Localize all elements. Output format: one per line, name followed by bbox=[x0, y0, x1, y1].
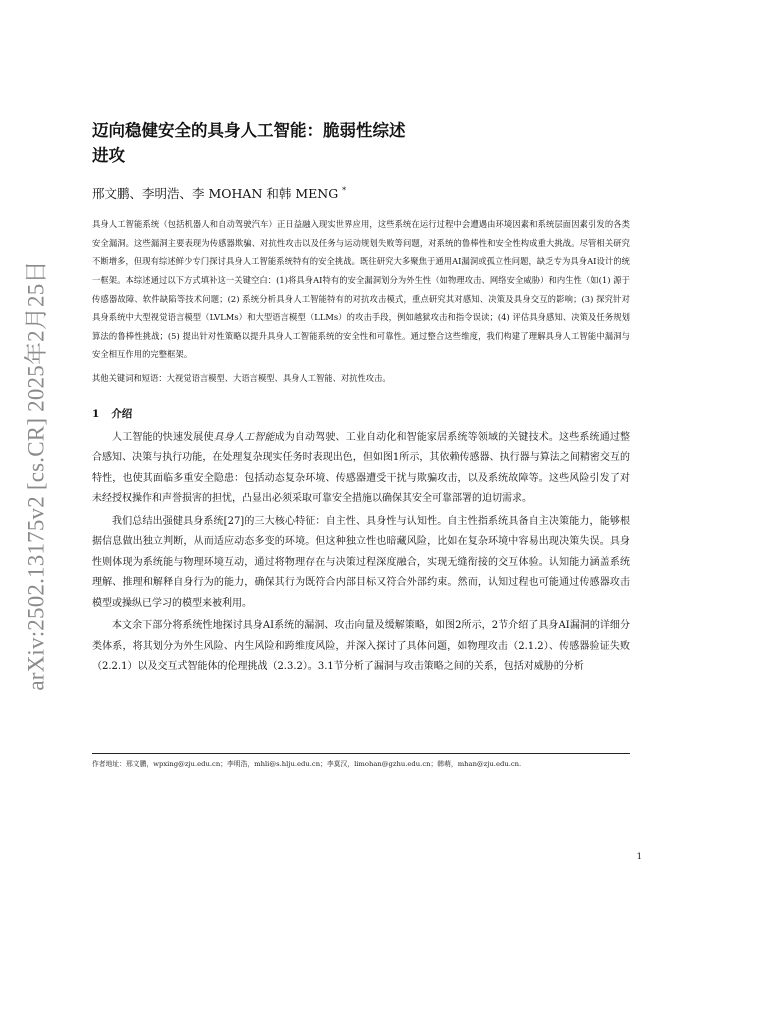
paragraph-1-emphasis: 具身人工智能 bbox=[213, 431, 275, 443]
author-footnote-mark: * bbox=[342, 186, 347, 195]
paragraph-3: 本文余下部分将系统性地探讨具身AI系统的漏洞、攻击向量及缓解策略，如图2所示，2节介绍了具身AI漏洞的详细分类体系，将其划分为外生风险、内生风险和跨维度风险，并深入探讨了具体问题，如物理攻击（2.1.2）、传感器验证失败（2.2.1）以及交互式智能体的伦理挑战（2.3.2）。3.1节分析了漏洞与攻击策略之间的关系，包括对威胁的分析 bbox=[92, 620, 630, 673]
paper-title-line-2: 进攻 bbox=[92, 146, 125, 165]
paper-body bbox=[92, 118, 630, 680]
paragraph-2: 我们总结出强健具身系统[27]的三大核心特征：自主性、具身性与认知性。自主性指系统具备自主决策能力，能够根据信息做出独立判断，从而适应动态多变的环境。但这种独立性也暗藏风险，比如在复杂环境中容易出现决策失误。具身性则体现为系统能与物理环境互动，通过将物理存在与决策过程深度融合，实现无缝衔接的交互体验。认知能力涵盖系统理解、推理和解释自身行为的能力，确保其行为既符合内部目标又符合外部约束。然而，认知过程也可能通过传感器攻击模型或操纵已学习的模型来被利用。 bbox=[92, 515, 630, 609]
section-heading bbox=[92, 406, 630, 422]
arxiv-identifier-text: arXiv:2502.13175v2 [cs.CR] 2025年2月25日 bbox=[23, 259, 49, 691]
paper-title bbox=[92, 118, 630, 168]
author-names: 邢文鹏、李明浩、李 MOHAN 和韩 MENG bbox=[92, 186, 339, 202]
page-number: 1 bbox=[636, 852, 642, 862]
section-number: 1 bbox=[92, 407, 100, 420]
abstract: 具身人工智能系统（包括机器人和自动驾驶汽车）正日益融入现实世界应用，这些系统在运行过程中会遭遇由环境因素和系统层面因素引发的各类安全漏洞。这些漏洞主要表现为传感器欺骗、对抗性攻击以及任务与运动规划失败等问题，对系统的鲁棒性和安全性构成重大挑战。尽管相关研究不断增多，但现有综述鲜少专门探讨具身人工智能系统特有的安全挑战。既往研究大多聚焦于通用AI漏洞或孤立性问题，缺乏专为具身AI设计的统一框架。本综述通过以下方式填补这一关键空白：(1)将具身AI特有的安全漏洞划分为外生性（如物理攻击、网络安全威胁）和内生性（如(1) 源于传感器故障、软件缺陷等技术问题；(2) 系统分析具身人工智能特有的对抗攻击模式，重点研究其对感知、决策及具身交互的影响；(3) 探究针对具身系统中大型视觉语言模型（LVLMs）和大型语言模型（LLMs）的攻击手段，例如越狱攻击和指令误读；(4) 评估具身感知、决策及任务规划算法的鲁棒性挑战；(5) 提出针对性策略以提升具身人工智能系统的安全性和可靠性。通过整合这些维度，我们构建了理解具身人工智能中漏洞与安全相互作用的完整框架。 bbox=[92, 219, 630, 360]
keywords: 其他关键词和短语：大视觉语言模型、大语言模型、具身人工智能、对抗性攻击。 bbox=[92, 372, 391, 383]
paper-title-line-1: 迈向稳健安全的具身人工智能：脆弱性综述 bbox=[92, 121, 406, 140]
author-address-footnote: 作者地址：邢文鹏，wpxing@zju.edu.cn；李明浩，mhli@s.hlju.edu.cn；李莫汉，limohan@gzhu.edu.cn；韩萌，mhan@zju.edu.cn. bbox=[92, 760, 522, 768]
section-title: 介绍 bbox=[111, 407, 133, 420]
paragraph-1 bbox=[92, 428, 630, 510]
arxiv-identifier-stamp bbox=[14, 255, 54, 695]
author-list bbox=[92, 182, 630, 203]
paragraph-1-start: 人工智能的快速发展使 bbox=[112, 431, 214, 443]
footnote-divider bbox=[92, 753, 630, 754]
paragraph-1-rest: 成为自动驾驶、工业自动化和智能家居系统等领域的关键技术。这些系统通过整合感知、决策与执行功能，在处理复杂现实任务时表现出色，但如图1所示，其依赖传感器、执行器与算法之间精密交互的特性，也使其面临多重安全隐患：包括动态复杂环境、传感器遭受干扰与欺骗攻击，以及系统故障等。这些风险引发了对未经授权操作和声誉损害的担忧，凸显出必须采取可靠安全措施以确保其安全可靠部署的迫切需求。 bbox=[92, 431, 631, 505]
section-body bbox=[92, 428, 630, 678]
